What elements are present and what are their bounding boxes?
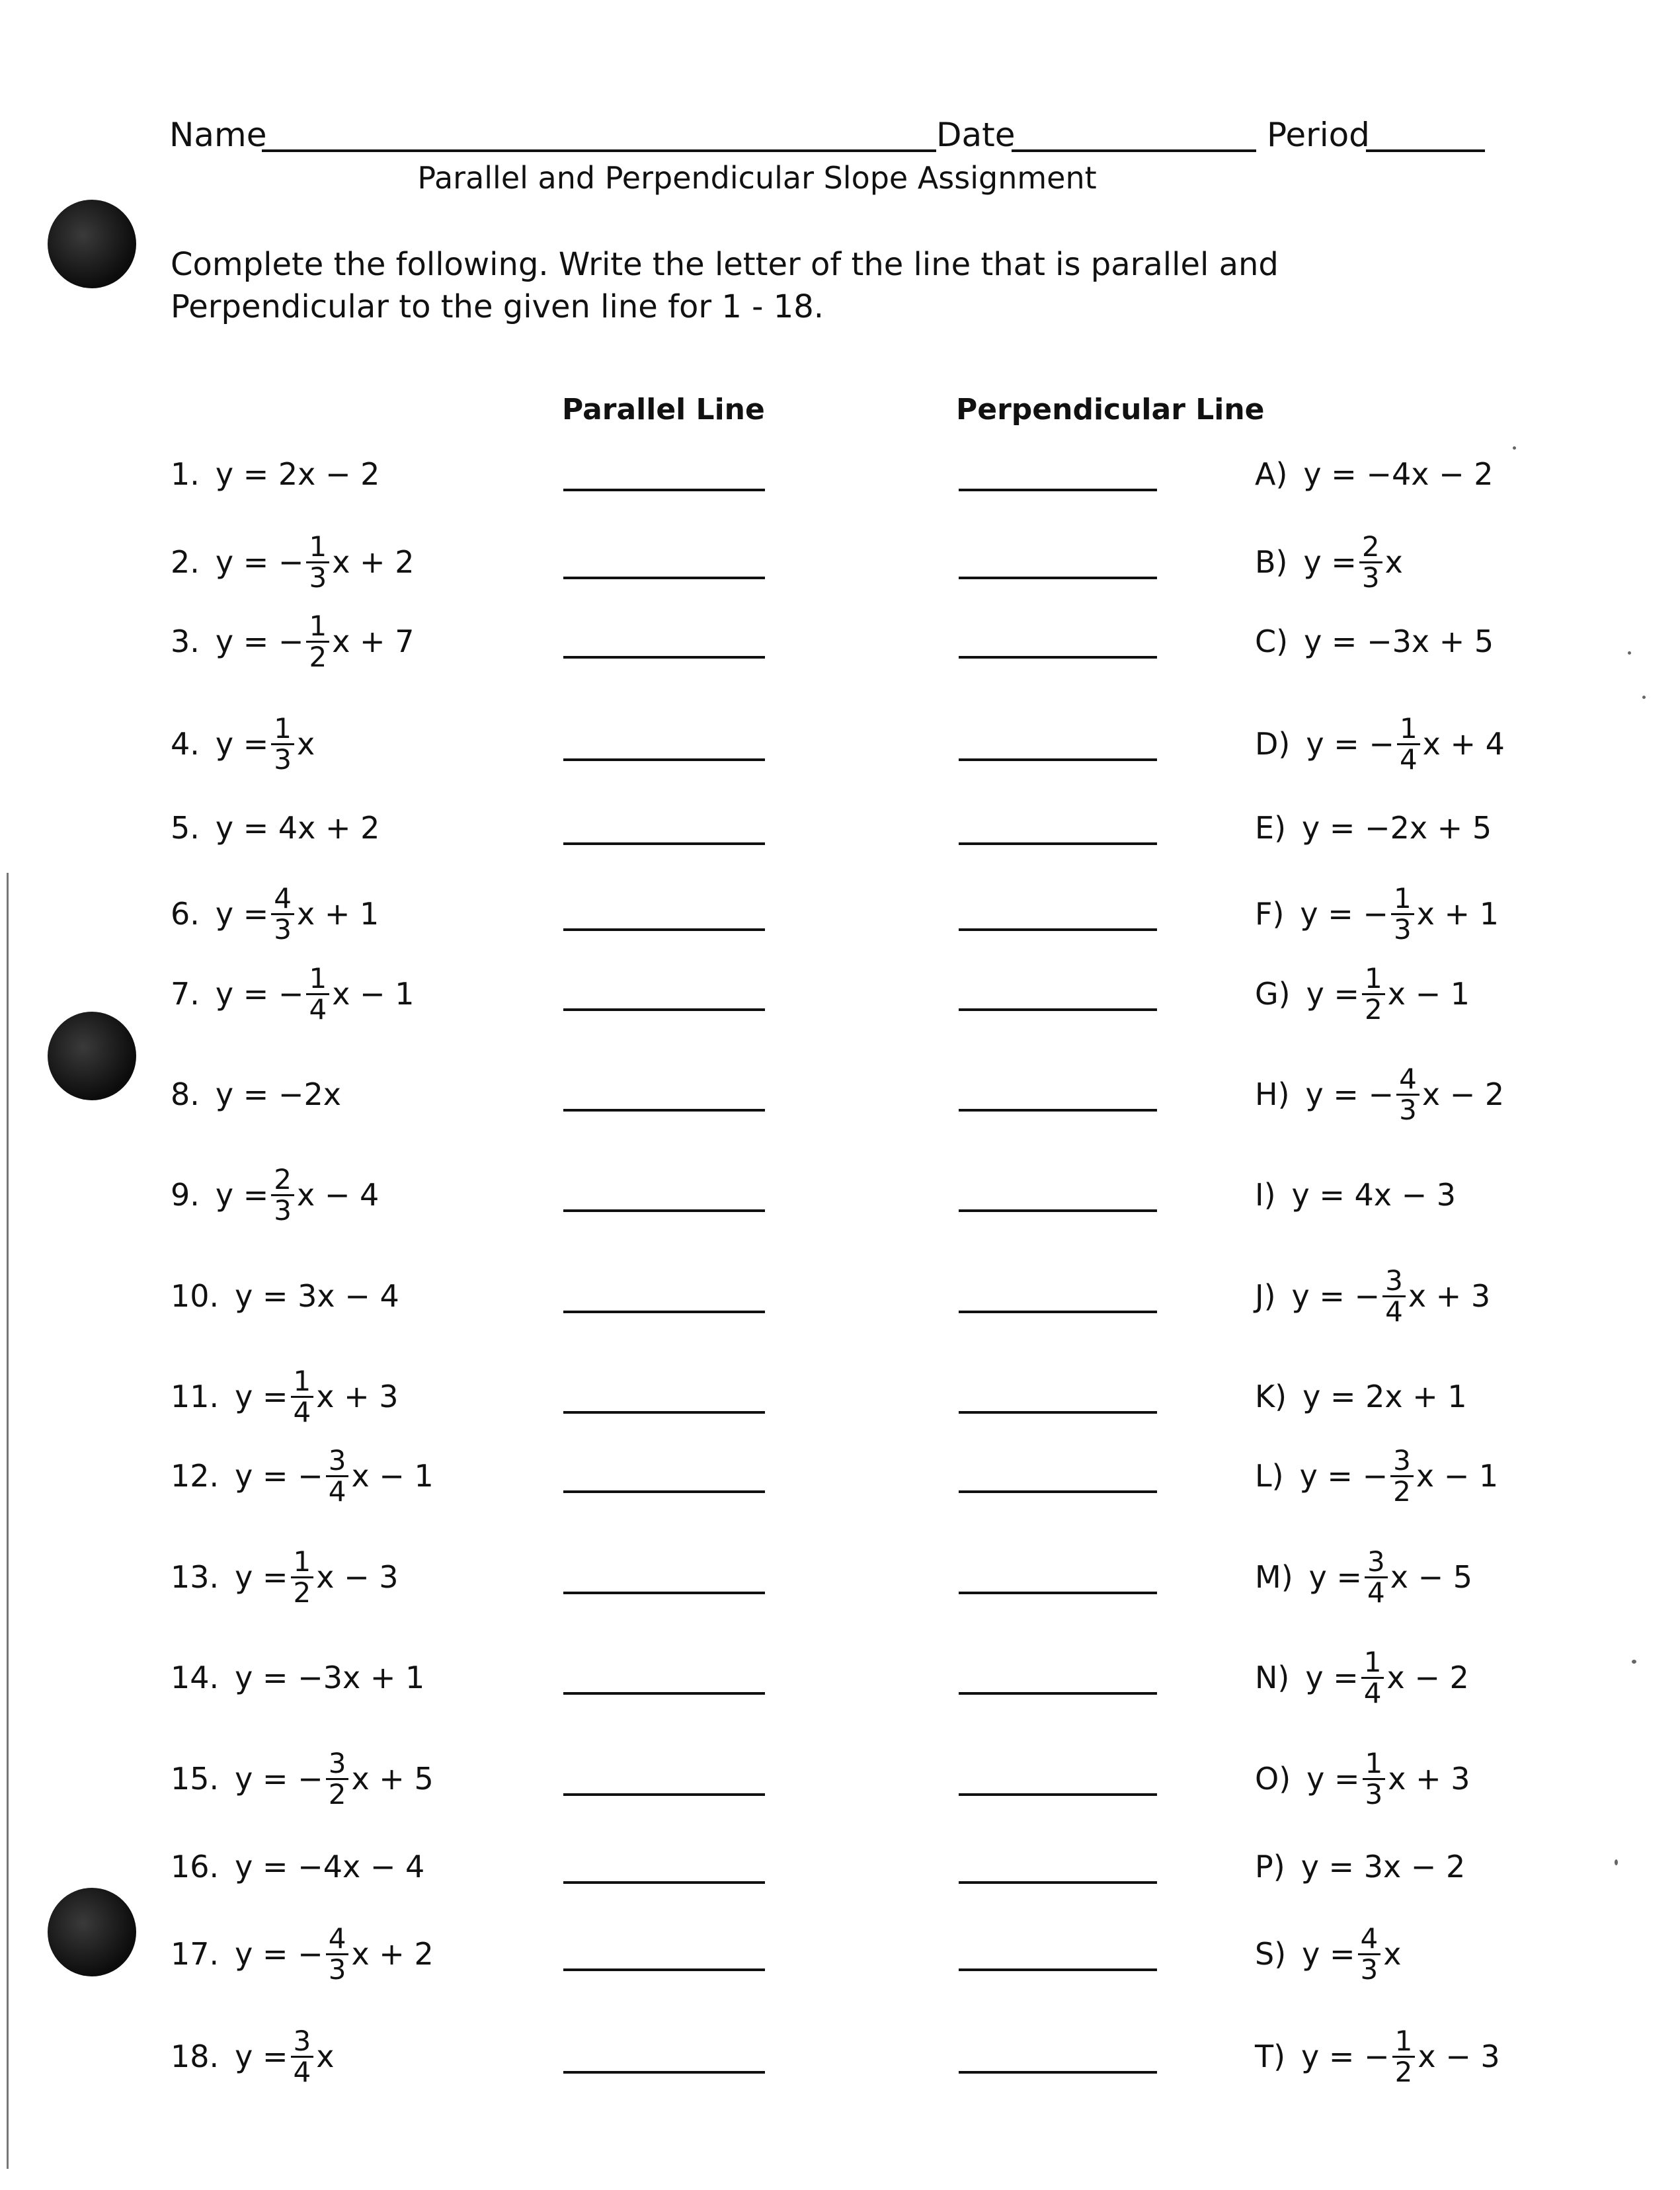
- equation-text: y = 4x − 3: [1291, 1177, 1457, 1213]
- fraction: [1359, 532, 1382, 592]
- equation: [216, 810, 380, 846]
- parallel-answer-blank-14[interactable]: [563, 1692, 765, 1695]
- fraction-numerator: 2: [1359, 532, 1382, 563]
- fraction: [1365, 1547, 1388, 1607]
- scan-speck: [1642, 696, 1646, 699]
- question-number: 7.: [171, 976, 200, 1012]
- fraction: [1361, 1645, 1384, 1709]
- equation-text: x − 1: [351, 1458, 434, 1494]
- fraction-denominator: 2: [309, 640, 327, 673]
- equation-text: y =: [1308, 1559, 1363, 1595]
- equation-text: y = −: [1291, 1278, 1380, 1314]
- fraction: [1390, 1443, 1414, 1508]
- option-2: [1255, 605, 1494, 678]
- fraction-numerator: 1: [271, 714, 294, 745]
- equation-text: y = −: [235, 1458, 323, 1494]
- fraction-numerator: 4: [1358, 1924, 1381, 1955]
- binder-hole-middle: [48, 1012, 136, 1100]
- fraction-denominator: 2: [293, 1576, 311, 1609]
- question-17: [171, 1918, 434, 1990]
- fraction-denominator: 2: [1393, 1475, 1411, 1508]
- equation-text: x − 2: [1421, 1076, 1505, 1112]
- fraction-denominator: 3: [274, 1194, 292, 1227]
- equation-text: y =: [215, 896, 269, 932]
- equation: [215, 961, 415, 1026]
- option-8: [1255, 1158, 1456, 1231]
- perpendicular-answer-blank-4[interactable]: [959, 758, 1157, 761]
- fraction-numerator: 1: [291, 1547, 314, 1578]
- parallel-answer-blank-13[interactable]: [563, 1592, 765, 1594]
- equation: [235, 1278, 399, 1314]
- equation-text: y = −4x − 2: [1303, 456, 1494, 492]
- question-10: [171, 1260, 399, 1332]
- equation-text: x − 4: [297, 1177, 380, 1213]
- equation-text: y = −: [215, 624, 304, 659]
- equation-text: y =: [1305, 1660, 1359, 1695]
- equation: [1306, 711, 1505, 776]
- perpendicular-answer-blank-14[interactable]: [959, 1692, 1157, 1695]
- equation-text: y =: [215, 1177, 269, 1213]
- fraction: [271, 881, 294, 946]
- option-letter: L): [1255, 1458, 1284, 1494]
- perpendicular-answer-blank-11[interactable]: [959, 1411, 1157, 1414]
- fraction-denominator: 3: [1399, 1093, 1417, 1126]
- question-number: 16.: [171, 1849, 220, 1885]
- equation: [1302, 810, 1492, 846]
- equation-text: x: [297, 726, 315, 762]
- equation-text: x − 1: [1387, 976, 1470, 1012]
- question-7: [171, 957, 414, 1030]
- fraction-denominator: 4: [1363, 1676, 1382, 1709]
- perpendicular-answer-blank-15[interactable]: [959, 1793, 1157, 1796]
- fraction: [306, 532, 329, 592]
- equation-text: y =: [235, 1559, 288, 1595]
- equation-text: x − 5: [1390, 1559, 1473, 1595]
- scan-speck: [1628, 651, 1631, 655]
- question-number: 8.: [171, 1076, 200, 1112]
- question-number: 14.: [171, 1660, 220, 1695]
- perpendicular-answer-blank-16[interactable]: [959, 1881, 1157, 1884]
- question-number: 15.: [171, 1761, 220, 1797]
- option-0: [1255, 438, 1494, 510]
- equation-text: y =: [215, 726, 269, 762]
- question-4: [171, 708, 315, 780]
- option-letter: H): [1255, 1076, 1290, 1112]
- fraction: [1391, 881, 1414, 946]
- fraction: [1396, 1062, 1420, 1126]
- parallel-answer-blank-10[interactable]: [563, 1311, 765, 1313]
- equation: [1309, 1547, 1472, 1607]
- parallel-answer-blank-2[interactable]: [563, 577, 765, 579]
- equation: [235, 1660, 424, 1695]
- equation-text: y =: [1303, 544, 1357, 580]
- fraction-numerator: 3: [1365, 1547, 1388, 1578]
- fraction-denominator: 4: [328, 1475, 346, 1508]
- fraction: [1358, 1924, 1381, 1984]
- equation-text: x + 3: [1388, 1761, 1470, 1797]
- equation: [215, 881, 380, 946]
- fraction-numerator: 1: [1361, 1648, 1384, 1679]
- perpendicular-answer-blank-6[interactable]: [959, 928, 1157, 931]
- question-3: [171, 605, 414, 678]
- option-16: [1255, 1918, 1402, 1990]
- fraction-denominator: 3: [1361, 561, 1380, 594]
- equation-text: y = −: [1299, 1458, 1388, 1494]
- fraction: [1382, 1266, 1406, 1326]
- equation: [216, 532, 415, 592]
- perpendicular-answer-blank-5[interactable]: [959, 842, 1157, 845]
- equation-text: x − 1: [1416, 1458, 1499, 1494]
- question-12: [171, 1440, 434, 1512]
- option-letter: B): [1255, 544, 1288, 580]
- fraction-denominator: 3: [328, 1953, 346, 1986]
- equation-text: y =: [1302, 1936, 1355, 1972]
- fraction: [1363, 1746, 1386, 1810]
- question-number: 11.: [171, 1379, 220, 1414]
- parallel-answer-blank-12[interactable]: [563, 1490, 765, 1493]
- scan-speck: [1615, 1859, 1618, 1865]
- equation: [1305, 1062, 1505, 1126]
- parallel-answer-blank-1[interactable]: [563, 489, 765, 491]
- fraction-numerator: 1: [1391, 884, 1414, 915]
- option-7: [1255, 1058, 1504, 1131]
- parallel-answer-blank-3[interactable]: [563, 656, 765, 659]
- equation: [216, 456, 380, 492]
- equation: [1301, 2024, 1500, 2088]
- equation-text: y =: [235, 2039, 288, 2074]
- option-9: [1255, 1260, 1490, 1332]
- fraction: [326, 1924, 349, 1984]
- question-number: 17.: [171, 1936, 220, 1972]
- option-letter: E): [1255, 810, 1287, 846]
- option-4: [1255, 791, 1492, 864]
- equation-text: x: [1383, 1936, 1402, 1972]
- equation-text: x + 7: [332, 624, 415, 659]
- question-number: 18.: [171, 2039, 220, 2074]
- equation: [1304, 624, 1494, 659]
- perpendicular-answer-blank-10[interactable]: [959, 1311, 1157, 1313]
- fraction-denominator: 4: [1367, 1576, 1385, 1609]
- fraction-numerator: 1: [1363, 1749, 1386, 1780]
- fraction-denominator: 4: [1385, 1295, 1403, 1328]
- parallel-answer-blank-9[interactable]: [563, 1209, 765, 1212]
- question-9: [171, 1158, 379, 1231]
- fraction-numerator: 1: [291, 1367, 314, 1398]
- equation: [1300, 881, 1499, 946]
- parallel-answer-blank-11[interactable]: [563, 1411, 765, 1414]
- question-15: [171, 1742, 434, 1815]
- option-letter: I): [1255, 1177, 1276, 1213]
- equation-text: y = 3x − 4: [235, 1278, 399, 1314]
- option-11: [1255, 1440, 1498, 1512]
- equation: [235, 1924, 434, 1984]
- parallel-answer-blank-15[interactable]: [563, 1793, 765, 1796]
- equation-text: y =: [1306, 976, 1359, 1012]
- date-label: Date: [936, 116, 1016, 154]
- perpendicular-answer-blank-9[interactable]: [959, 1209, 1157, 1212]
- option-17: [1255, 2020, 1500, 2093]
- fraction: [271, 1162, 294, 1227]
- question-1: [171, 438, 380, 510]
- equation-text: y = −: [215, 544, 304, 580]
- option-15: [1255, 1830, 1465, 1903]
- perpendicular-answer-blank-13[interactable]: [959, 1592, 1157, 1594]
- question-8: [171, 1058, 341, 1131]
- question-number: 1.: [171, 456, 200, 492]
- fraction-numerator: 3: [326, 1446, 349, 1477]
- question-number: 3.: [171, 624, 200, 659]
- option-letter: N): [1255, 1660, 1290, 1695]
- parallel-column-header: Parallel Line: [562, 393, 765, 426]
- equation: [235, 1849, 424, 1885]
- perpendicular-answer-blank-12[interactable]: [959, 1490, 1157, 1493]
- fraction-numerator: 1: [306, 532, 329, 563]
- equation-text: x + 3: [1408, 1278, 1491, 1314]
- fraction-numerator: 4: [1396, 1065, 1420, 1096]
- option-letter: T): [1255, 2039, 1286, 2074]
- equation-text: y = −4x − 4: [235, 1849, 425, 1885]
- perpendicular-column-header: Perpendicular Line: [956, 393, 1265, 426]
- parallel-answer-blank-18[interactable]: [563, 2071, 765, 2074]
- perpendicular-answer-blank-18[interactable]: [959, 2071, 1157, 2074]
- equation-text: x + 3: [316, 1379, 399, 1414]
- question-number: 2.: [171, 544, 200, 580]
- equation: [215, 609, 415, 673]
- option-3: [1255, 708, 1505, 780]
- question-16: [171, 1830, 424, 1903]
- equation-text: y = 4x + 2: [215, 810, 380, 846]
- fraction-denominator: 2: [328, 1777, 346, 1810]
- fraction-denominator: 4: [293, 2055, 311, 2088]
- equation: [1305, 1645, 1469, 1709]
- fraction: [1392, 2024, 1416, 2088]
- option-letter: S): [1255, 1936, 1287, 1972]
- fraction-numerator: 3: [1390, 1446, 1414, 1477]
- equation: [1292, 1266, 1491, 1326]
- fraction: [306, 961, 329, 1026]
- perpendicular-answer-blank-17[interactable]: [959, 1968, 1157, 1971]
- fraction-denominator: 3: [274, 743, 292, 776]
- fraction-numerator: 2: [271, 1165, 294, 1196]
- equation-text: y = −: [215, 976, 304, 1012]
- scan-speck: [1513, 446, 1516, 450]
- equation-text: y = 2x + 1: [1302, 1379, 1467, 1414]
- fraction-denominator: 3: [1360, 1953, 1379, 1986]
- fraction-denominator: 4: [309, 993, 327, 1026]
- option-5: [1255, 877, 1499, 950]
- perpendicular-answer-blank-2[interactable]: [959, 577, 1157, 579]
- equation: [1299, 1443, 1499, 1508]
- fraction-numerator: 4: [326, 1924, 349, 1955]
- equation: [1292, 1177, 1457, 1213]
- equation-text: y = −: [1301, 2039, 1390, 2074]
- equation-text: y = −3x + 5: [1304, 624, 1494, 659]
- parallel-answer-blank-8[interactable]: [563, 1109, 765, 1112]
- perpendicular-answer-blank-8[interactable]: [959, 1109, 1157, 1112]
- equation: [215, 711, 315, 776]
- equation-text: x − 3: [316, 1559, 399, 1595]
- fraction-numerator: 1: [306, 964, 329, 995]
- equation-text: x + 5: [351, 1761, 434, 1797]
- fraction-numerator: 3: [291, 2027, 314, 2058]
- name-label: Name: [169, 116, 267, 154]
- parallel-answer-blank-4[interactable]: [563, 758, 765, 761]
- fraction-denominator: 2: [1394, 2055, 1413, 2088]
- fraction-numerator: 1: [1392, 2027, 1416, 2058]
- equation: [215, 1162, 380, 1227]
- equation-text: y = 2x − 2: [215, 456, 380, 492]
- equation-text: y =: [235, 1379, 288, 1414]
- scan-speck: [1632, 1660, 1636, 1664]
- equation-text: x: [316, 2039, 335, 2074]
- equation-text: y = −: [1306, 726, 1394, 762]
- date-field[interactable]: [1012, 149, 1256, 152]
- question-5: [171, 791, 380, 864]
- equation: [235, 1746, 434, 1810]
- question-number: 6.: [171, 896, 200, 932]
- equation: [235, 1364, 399, 1428]
- question-number: 12.: [171, 1458, 220, 1494]
- fraction-denominator: 3: [1365, 1777, 1383, 1810]
- perpendicular-answer-blank-1[interactable]: [959, 489, 1157, 491]
- perpendicular-answer-blank-3[interactable]: [959, 656, 1157, 659]
- question-13: [171, 1541, 399, 1613]
- question-14: [171, 1641, 424, 1714]
- question-11: [171, 1360, 399, 1433]
- fraction-denominator: 4: [293, 1395, 311, 1428]
- equation-text: x + 1: [297, 896, 380, 932]
- question-2: [171, 526, 414, 598]
- equation-text: x + 4: [1422, 726, 1505, 762]
- option-letter: K): [1255, 1379, 1287, 1414]
- fraction-numerator: 1: [306, 612, 329, 643]
- fraction-numerator: 3: [1382, 1266, 1406, 1297]
- equation-text: x + 1: [1416, 896, 1499, 932]
- equation-text: x + 2: [332, 544, 415, 580]
- question-6: [171, 877, 379, 950]
- fraction-numerator: 3: [326, 1749, 349, 1780]
- fraction: [1362, 961, 1385, 1026]
- parallel-answer-blank-16[interactable]: [563, 1881, 765, 1884]
- fraction: [291, 2024, 314, 2088]
- fraction-numerator: 1: [1362, 964, 1385, 995]
- equation-text: y =: [1306, 1761, 1360, 1797]
- equation: [1306, 1746, 1470, 1810]
- fraction: [291, 1364, 314, 1428]
- equation-text: y = −: [1305, 1076, 1394, 1112]
- equation-text: y = −: [235, 1761, 323, 1797]
- question-number: 10.: [171, 1278, 220, 1314]
- equation-text: y = −2x + 5: [1302, 810, 1492, 846]
- equation-text: y = −: [235, 1936, 323, 1972]
- parallel-answer-blank-17[interactable]: [563, 1968, 765, 1971]
- option-12: [1255, 1541, 1472, 1613]
- equation-text: x − 3: [1418, 2039, 1500, 2074]
- option-letter: D): [1255, 726, 1291, 762]
- fraction-numerator: 4: [271, 884, 294, 915]
- fraction-denominator: 4: [1399, 743, 1418, 776]
- period-field[interactable]: [1366, 149, 1485, 152]
- option-letter: J): [1255, 1278, 1276, 1314]
- equation-text: x − 1: [332, 976, 415, 1012]
- equation: [1304, 532, 1403, 592]
- equation-text: y = −3x + 1: [235, 1660, 425, 1695]
- binder-hole-top: [48, 200, 136, 288]
- equation: [235, 2024, 335, 2088]
- fraction-denominator: 2: [1364, 993, 1382, 1026]
- option-1: [1255, 526, 1403, 598]
- fraction-denominator: 3: [309, 561, 327, 594]
- equation-text: x: [1384, 544, 1403, 580]
- instructions: Complete the following. Write the letter of the line that is parallel and Perpendicular to the given line for 1 - 18.: [171, 246, 1279, 325]
- question-number: 5.: [171, 810, 200, 846]
- question-18: [171, 2020, 335, 2093]
- equation: [1306, 961, 1470, 1026]
- equation-text: x + 2: [351, 1936, 434, 1972]
- parallel-answer-blank-6[interactable]: [563, 928, 765, 931]
- option-13: [1255, 1641, 1469, 1714]
- option-10: [1255, 1360, 1467, 1433]
- equation-text: x − 2: [1386, 1660, 1469, 1695]
- equation: [1301, 1849, 1466, 1885]
- equation-text: y = −2x: [215, 1076, 341, 1112]
- equation: [1302, 1924, 1401, 1984]
- equation: [1303, 456, 1493, 492]
- question-number: 4.: [171, 726, 200, 762]
- period-label: Period: [1267, 116, 1370, 154]
- parallel-answer-blank-7[interactable]: [563, 1008, 765, 1011]
- fraction: [306, 609, 329, 673]
- equation: [216, 1076, 341, 1112]
- option-letter: M): [1255, 1559, 1293, 1595]
- parallel-answer-blank-5[interactable]: [563, 842, 765, 845]
- option-14: [1255, 1742, 1470, 1815]
- fraction: [291, 1547, 314, 1607]
- option-letter: G): [1255, 976, 1291, 1012]
- equation-text: y = 3x − 2: [1300, 1849, 1466, 1885]
- page-title: Parallel and Perpendicular Slope Assignment: [417, 160, 1097, 196]
- scan-edge-line: [7, 873, 9, 2169]
- fraction: [1397, 711, 1420, 776]
- option-letter: A): [1255, 456, 1288, 492]
- option-letter: F): [1255, 896, 1285, 932]
- fraction: [326, 1443, 349, 1508]
- fraction: [271, 711, 294, 776]
- option-6: [1255, 957, 1470, 1030]
- question-number: 9.: [171, 1177, 200, 1213]
- fraction: [326, 1746, 349, 1810]
- equation: [1302, 1379, 1467, 1414]
- fraction-denominator: 3: [1393, 913, 1412, 946]
- equation-text: y = −: [1300, 896, 1388, 932]
- perpendicular-answer-blank-7[interactable]: [959, 1008, 1157, 1011]
- binder-hole-bottom: [48, 1888, 136, 1976]
- equation: [235, 1547, 398, 1607]
- option-letter: O): [1255, 1761, 1291, 1797]
- option-letter: C): [1255, 624, 1289, 659]
- question-number: 13.: [171, 1559, 220, 1595]
- option-letter: P): [1255, 1849, 1285, 1885]
- equation: [235, 1443, 434, 1508]
- fraction-numerator: 1: [1397, 714, 1420, 745]
- name-field[interactable]: [262, 149, 936, 152]
- fraction-denominator: 3: [274, 913, 292, 946]
